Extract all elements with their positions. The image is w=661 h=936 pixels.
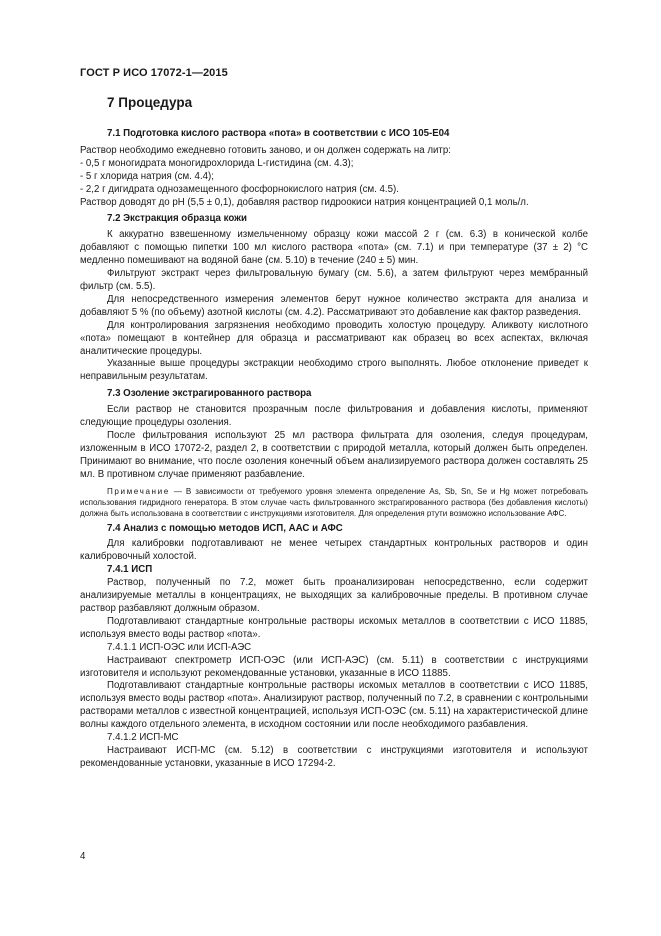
note-text: — В зависимости от требуемого уровня элемента определение As, Sb, Sn, Se и Hg может потребовать использования гидридного генератора. В этом случае часть фильтрованного экстрагированного раствора (без добавления кислоты) должна быть использована в соответствии с инструкциями изготовителя. Для определения ртути возможно использование АФС.: [80, 486, 588, 518]
paragraph: Указанные выше процедуры экстракции необходимо строго выполнять. Любое отклонение приведет к неправильным результатам.: [80, 358, 588, 383]
document-body: [80, 128, 588, 771]
list-item: - 5 г хлорида натрия (см. 4.4);: [80, 170, 214, 182]
paragraph: Для калибровки подготавливают не менее четырех стандартных контрольных растворов и один калибровочный холостой.: [80, 538, 588, 563]
section-title: 7 Процедура: [107, 95, 193, 110]
paragraph: Настраивают спектрометр ИСП-ОЭС (или ИСП-АЭС) (см. 5.11) в соответствии с инструкциями изготовителя и используют рекомендованные установки, указанные в ИСО 11885.: [80, 654, 588, 679]
paragraph: Для контролирования загрязнения необходимо проводить холостую процедуру. Аликвоту кислотного «пота» помещают в контейнер для образца и рассматривают как образец во всех аспектах, включая аналитические процедуры.: [80, 319, 588, 357]
paragraph: Подготавливают стандартные контрольные растворы искомых металлов в соответствии с ИСО 11885, используя вместо воды раствор «пота». Анализируют раствор, полученный по 7.2, в сравнении с контрольными растворами металлов с известной концентрацией, используя ИСП-ОЭС (см. 5.11) на характеристической длине волны каждого отдельного элемента, в исходном состоянии или после необходимого разбавления.: [80, 680, 588, 731]
paragraph: Раствор доводят до pH (5,5 ± 0,1), добавляя раствор гидроокиси натрия концентрацией 0,1 моль/л.: [80, 196, 529, 208]
paragraph: Если раствор не становится прозрачным после фильтрования и добавления кислоты, применяют следующие процедуры озоления.: [80, 404, 588, 429]
paragraph: Настраивают ИСП-МС (см. 5.12) в соответствии с инструкциями изготовителя и используют рекомендованные установки, указанные в ИСО 17294-2.: [80, 744, 588, 769]
paragraph: Подготавливают стандартные контрольные растворы искомых металлов в соответствии с ИСО 11885, используя вместо воды раствор «пота».: [80, 615, 588, 640]
paragraph: Для непосредственного измерения элементов берут нужное количество экстракта для анализа и добавляют 5 % (по объему) азотной кислоты (см. 4.2). Рассматривают это добавление как фактор разведения.: [80, 293, 588, 318]
subsection-7-4-1-1-title: 7.4.1.1 ИСП-ОЭС или ИСП-АЭС: [107, 641, 252, 653]
subsection-7-4-1-2-title: 7.4.1.2 ИСП-МС: [107, 732, 179, 744]
subsection-7-1-title: 7.1 Подготовка кислого раствора «пота» в соответствии с ИСО 105-Е04: [107, 128, 450, 139]
note: [80, 486, 588, 519]
subsection-7-3-title: 7.3 Озоление экстрагированного раствора: [107, 388, 312, 400]
list-item: - 0,5 г моногидрата моногидрохлорида L-гистидина (см. 4.3);: [80, 157, 354, 169]
paragraph: Фильтруют экстракт через фильтровальную бумагу (см. 5.6), а затем фильтруют через мембранный фильтр (см. 5.5).: [80, 268, 588, 292]
subsection-7-4-title: 7.4 Анализ с помощью методов ИСП, ААС и АФС: [107, 522, 343, 534]
document-header: ГОСТ Р ИСО 17072-1—2015: [80, 67, 228, 79]
note-label: Примечание: [107, 486, 170, 496]
page-number: 4: [80, 851, 86, 862]
subsection-7-4-1-title: 7.4.1 ИСП: [107, 564, 153, 576]
paragraph: Раствор необходимо ежедневно готовить заново, и он должен содержать на литр:: [80, 144, 451, 156]
paragraph: После фильтрования используют 25 мл раствора фильтрата для озоления, следуя процедурам, изложенным в ИСО 17072-2, раздел 2, в соответствии с природой металла, который должен быть определен. Принимают во внимание, что после озоления конечный объем анализируемого раствора должен составлять 25 мл. В противном случае применяют разбавление.: [80, 429, 588, 480]
paragraph: К аккуратно взвешенному измельченному образцу кожи массой 2 г (см. 6.3) в конической колбе добавляют с помощью пипетки 100 мл кислого раствора «пота» (см. 7.1) и при температуре (37 ± 2) °С медленно помешивают на водяной бане (см. 5.10) в течение (240 ± 5) мин.: [80, 229, 588, 267]
subsection-7-2-title: 7.2 Экстракция образца кожи: [107, 213, 247, 225]
list-item: - 2,2 г дигидрата однозамещенного фосфорнокислого натрия (см. 4.5).: [80, 183, 399, 195]
paragraph: Раствор, полученный по 7.2, может быть проанализирован непосредственно, если содержит анализируемые металлы в концентрациях, не выходящих за калибровочные пределы. В противном случае раствор разбавляют должным образом.: [80, 577, 588, 614]
